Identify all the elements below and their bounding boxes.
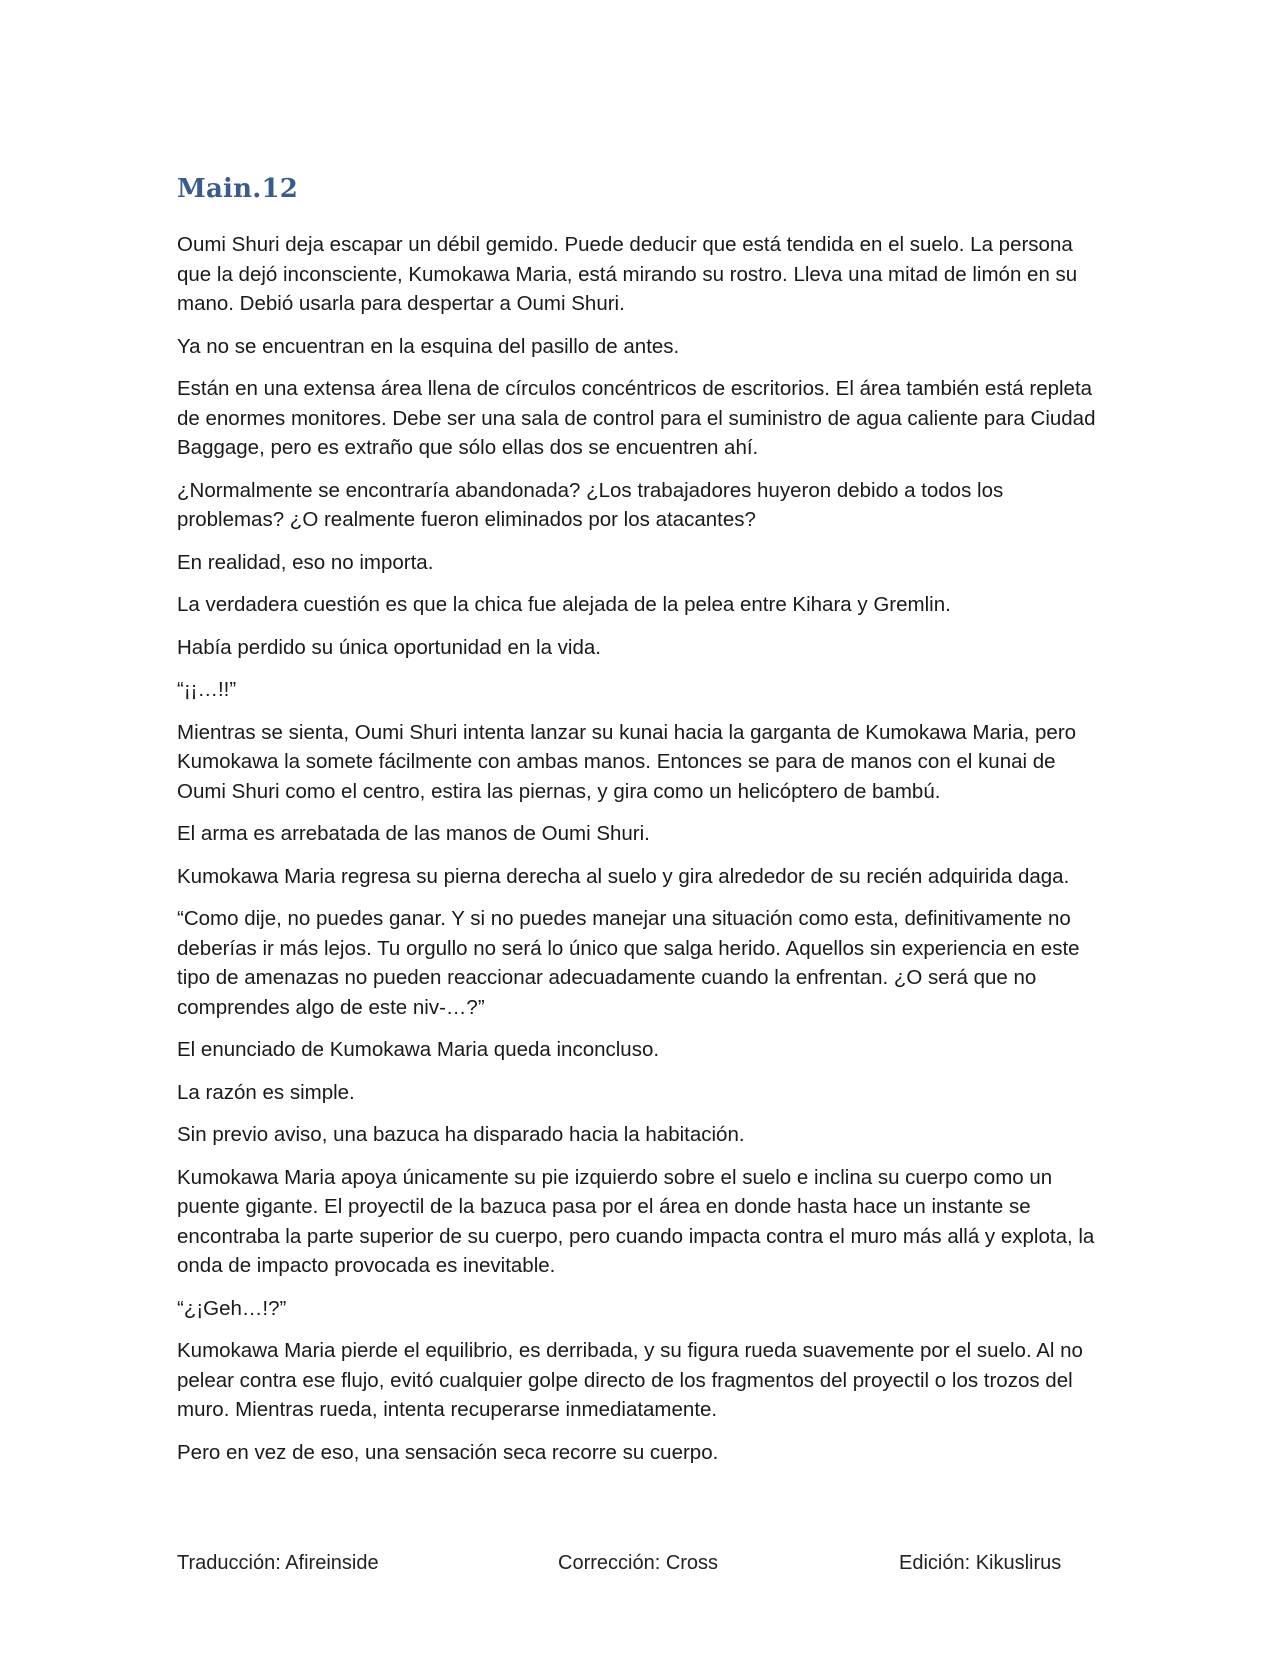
- paragraph-1: Oumi Shuri deja escapar un débil gemido. Puede deducir que está tendida en el suelo. La persona que la dejó inconsciente, Kumokawa Maria, está mirando su rostro. Lleva una mitad de limón en su mano. Debió usarla para despertar a Oumi Shuri.: [177, 233, 1078, 315]
- paragraph-12: “Como dije, no puedes ganar. Y si no puedes manejar una situación como esta, definitivamente no deberías ir más lejos. Tu orgullo no será lo único que salga herido. Aquellos sin experiencia en este tipo de amenazas no pueden reaccionar adecuadamente cuando la enfrentan. ¿O será que no comprendes algo de este niv-…?”: [177, 907, 1080, 1019]
- paragraph-10: El arma es arrebatada de las manos de Oumi Shuri.: [177, 822, 650, 845]
- paragraph-2: Ya no se encuentran en la esquina del pasillo de antes.: [177, 334, 680, 358]
- paragraph-9: Mientras se sienta, Oumi Shuri intenta lanzar su kunai hacia la garganta de Kumokawa Maria, pero Kumokawa la somete fácilmente con ambas manos. Entonces se para de manos con el kunai de Oumi Shuri como el centro, estira las piernas, y gira como un helicóptero de bambú.: [177, 720, 1077, 803]
- paragraph-6: La verdadera cuestión es que la chica fue alejada de la pelea entre Kihara y Gremlin.: [177, 593, 951, 616]
- paragraph-7: Había perdido su única oportunidad en la vida.: [177, 635, 601, 659]
- paragraph-18: Kumokawa Maria pierde el equilibrio, es derribada, y su figura rueda suavemente por el suelo. Al no pelear contra ese flujo, evitó cualquier golpe directo de los fragmentos del proyectil o los trozos del muro. Mientras rueda, intenta recuperarse inmediatamente.: [177, 1339, 1083, 1421]
- paragraph-3: Están en una extensa área llena de círculos concéntricos de escritorios. El área también está repleta de enormes monitores. Debe ser una sala de control para el suministro de agua caliente para Ciudad Baggage, pero es extraño que sólo ellas dos se encuentren ahí.: [177, 377, 1096, 459]
- footer-correction-credit: Corrección: Cross: [558, 1552, 719, 1574]
- paragraph-13: El enunciado de Kumokawa Maria queda inconcluso.: [177, 1038, 660, 1061]
- paragraph-8: “¡¡…!!”: [177, 678, 237, 701]
- chapter-title: Main.12: [177, 174, 299, 204]
- paragraph-15: Sin previo aviso, una bazuca ha disparado hacia la habitación.: [177, 1123, 745, 1146]
- chapter-body: [177, 230, 1107, 1480]
- footer-edition-credit: Edición: Kikuslirus: [899, 1552, 1062, 1574]
- page-footer: [177, 1552, 1177, 1582]
- paragraph-19: Pero en vez de eso, una sensación seca recorre su cuerpo.: [177, 1440, 719, 1464]
- paragraph-14: La razón es simple.: [177, 1080, 355, 1104]
- paragraph-17: “¿¡Geh…!?”: [177, 1296, 287, 1320]
- paragraph-4: ¿Normalmente se encontraría abandonada? ¿Los trabajadores huyeron debido a todos los problemas? ¿O realmente fueron eliminados por los atacantes?: [177, 478, 1004, 531]
- footer-translation-credit: Traducción: Afireinside: [177, 1552, 379, 1574]
- paragraph-11: Kumokawa Maria regresa su pierna derecha al suelo y gira alrededor de su recién adquirida daga.: [177, 864, 1070, 888]
- paragraph-5: En realidad, eso no importa.: [177, 550, 434, 574]
- paragraph-16: Kumokawa Maria apoya únicamente su pie izquierdo sobre el suelo e inclina su cuerpo como un puente gigante. El proyectil de la bazuca pasa por el área en donde hasta hace un instante se encontraba la parte superior de su cuerpo, pero cuando impacta contra el muro más allá y explota, la onda de impacto provocada es inevitable.: [177, 1165, 1095, 1277]
